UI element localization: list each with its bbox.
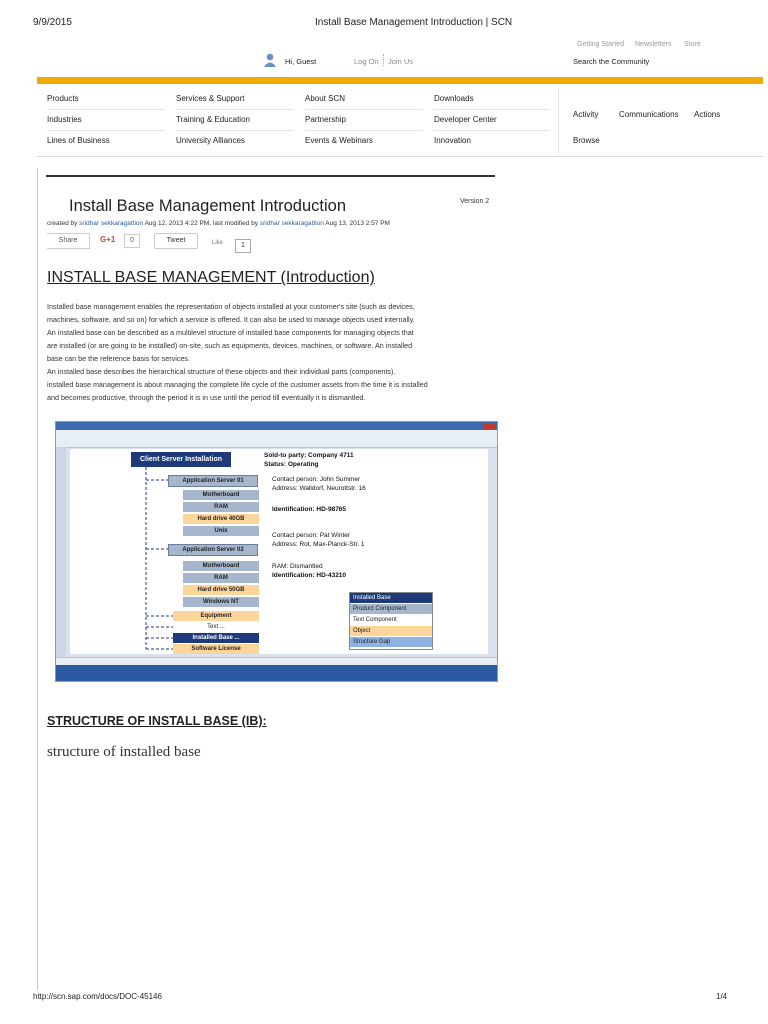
tree-node: Unix xyxy=(183,526,259,536)
meta-mid: Aug 12, 2013 4:22 PM, last modified by xyxy=(144,220,259,227)
communications-link[interactable]: Communications xyxy=(619,110,679,119)
menu-item-training-education[interactable]: Training & Education xyxy=(176,110,294,131)
tree-connectors xyxy=(136,467,186,652)
document-title: Install Base Management Introduction xyxy=(69,197,346,215)
tree-node: Windows NT xyxy=(183,597,259,607)
meta-created-prefix: created by xyxy=(47,220,78,227)
activity-link[interactable]: Activity xyxy=(573,110,599,119)
menu-item-events-webinars[interactable]: Events & Webinars xyxy=(305,136,373,145)
window-titlebar xyxy=(56,422,497,430)
legend xyxy=(349,592,433,650)
legend-structure-gap: Structure Gap xyxy=(350,637,432,647)
side-panel xyxy=(56,447,66,657)
toolbar xyxy=(56,430,497,448)
print-page-title: Install Base Management Introduction | SCN xyxy=(315,17,513,28)
tree-node: Application Server 02 xyxy=(168,544,258,556)
modifier-link[interactable]: sridhar sekkaragattion xyxy=(259,220,324,227)
menu-item-services-support[interactable]: Services & Support xyxy=(176,89,294,110)
menu-item-downloads[interactable]: Downloads xyxy=(434,89,550,110)
tree-node: Motherboard xyxy=(183,561,259,571)
info-contact: Contact person: Pat Winter xyxy=(272,532,351,539)
legend-object: Object xyxy=(350,626,432,636)
store-link[interactable]: Store xyxy=(684,41,701,48)
tree-node: Hard drive 50GB xyxy=(183,585,259,595)
info-address: Address: Rot, Max-Planck-Str. 1 xyxy=(272,541,365,548)
paragraph-line: base can be the reference basis for services. xyxy=(47,354,191,363)
footer-url: http://scn.sap.com/docs/DOC-45146 xyxy=(33,992,162,1001)
menu-item-about-scn[interactable]: About SCN xyxy=(305,89,423,110)
info-address: Address: Walldorf, Neurottstr. 16 xyxy=(272,485,366,492)
menu-item-innovation[interactable]: Innovation xyxy=(434,136,471,145)
tree-node: Software License xyxy=(173,644,259,654)
menu-item-industries[interactable]: Industries xyxy=(47,110,165,131)
browse-link[interactable]: Browse xyxy=(573,136,600,145)
greeting: Hi, Guest xyxy=(285,57,317,66)
menu-column-1 xyxy=(47,89,165,151)
paragraph-line: are installed (or are going to be installed) on-site, such as equipments, devices, machines, or software. An installed xyxy=(47,341,413,350)
log-on-link[interactable]: Log On xyxy=(354,57,379,66)
tree-node: RAM xyxy=(183,573,259,583)
tree-node: Equipment xyxy=(173,611,259,621)
taskbar xyxy=(56,665,497,681)
document-meta xyxy=(47,220,390,227)
search-community-input[interactable]: Search the Community xyxy=(573,57,650,66)
paragraph-line: and becomes productive, through the period it is in use until the period till eventually it is dismantled. xyxy=(47,393,366,402)
paragraph-line: An installed base describes the hierarchical structure of these objects and their individual parts (components). xyxy=(47,367,396,376)
tweet-button[interactable]: Tweet xyxy=(154,233,198,249)
info-identification: Identification: HD-43210 xyxy=(272,572,347,579)
legend-product-component: Product Component xyxy=(350,604,432,614)
legend-text-component: Text Component xyxy=(350,615,432,625)
menu-divider xyxy=(558,88,559,156)
legend-installed-base: Installed Base xyxy=(350,593,432,603)
menu-item-university-alliances[interactable]: University Alliances xyxy=(176,136,245,145)
info-ram: RAM: Dismantled xyxy=(272,563,323,570)
menu-column-2 xyxy=(176,89,294,151)
title-rule xyxy=(46,175,495,177)
getting-started-link[interactable]: Getting Started xyxy=(577,41,625,48)
structure-heading: STRUCTURE OF INSTALL BASE (IB): xyxy=(47,714,267,728)
tree-node: Installed Base ... xyxy=(173,633,259,643)
menu-item-developer-center[interactable]: Developer Center xyxy=(434,110,550,131)
paragraph-line: installed base management is about managing the complete life cycle of the customer assets from the time it is installed xyxy=(47,380,428,389)
tree-node: Motherboard xyxy=(183,490,259,500)
info-sold-to: Sold-to party: Company 4711 xyxy=(264,452,354,459)
info-identification: Identification: HD-98765 xyxy=(272,506,347,513)
menu-item-lines-of-business[interactable]: Lines of Business xyxy=(47,136,110,145)
google-plus-button[interactable]: G+1 xyxy=(100,235,116,244)
footer-page-number: 1/4 xyxy=(716,992,728,1001)
join-us-link[interactable]: Join Us xyxy=(388,57,414,66)
menu-column-4 xyxy=(434,89,550,151)
info-status: Status: Operating xyxy=(264,461,319,468)
structure-caption: structure of installed base xyxy=(47,744,201,760)
like-button[interactable]: Like xyxy=(212,240,224,246)
menu-column-3 xyxy=(305,89,423,151)
google-plus-count: 0 xyxy=(124,234,140,248)
user-avatar-icon xyxy=(264,53,276,67)
share-button[interactable]: Share xyxy=(47,233,90,249)
paragraph-line: machines, software, and so on) for which a service is offered. It can also be used to manage objects used internally. xyxy=(47,315,415,324)
tree-node: RAM xyxy=(183,502,259,512)
accent-bar xyxy=(37,77,763,84)
actions-link[interactable]: Actions xyxy=(694,110,721,119)
menu-item-partnership[interactable]: Partnership xyxy=(305,110,423,131)
tree-node: Application Server 01 xyxy=(168,475,258,487)
paragraph-line: Installed base management enables the representation of objects installed at your customer's site (such as devices, xyxy=(47,302,415,311)
like-count: 1 xyxy=(235,239,251,253)
tree-root: Client Server Installation xyxy=(131,452,231,467)
menu-item-products[interactable]: Products xyxy=(47,89,165,110)
divider xyxy=(383,54,385,66)
document-frame xyxy=(37,168,38,990)
menu-bottom-rule xyxy=(37,156,763,157)
version-label: Version 2 xyxy=(460,198,490,205)
close-icon xyxy=(483,423,495,429)
newsletters-link[interactable]: Newsletters xyxy=(635,41,672,48)
tree-node: Hard drive 40GB xyxy=(183,514,259,524)
author-link[interactable]: sridhar sekkaragattion xyxy=(79,220,144,227)
section-heading: INSTALL BASE MANAGEMENT (Introduction) xyxy=(47,269,375,286)
tree-node: Text ... xyxy=(173,622,259,632)
embedded-screenshot xyxy=(55,421,498,682)
meta-end: Aug 13, 2013 2:57 PM xyxy=(325,220,390,227)
paragraph-line: An installed base can be described as a multilevel structure of installed base components for managing objects that xyxy=(47,328,414,337)
print-date: 9/9/2015 xyxy=(33,17,72,28)
info-contact: Contact person: John Summer xyxy=(272,476,361,483)
